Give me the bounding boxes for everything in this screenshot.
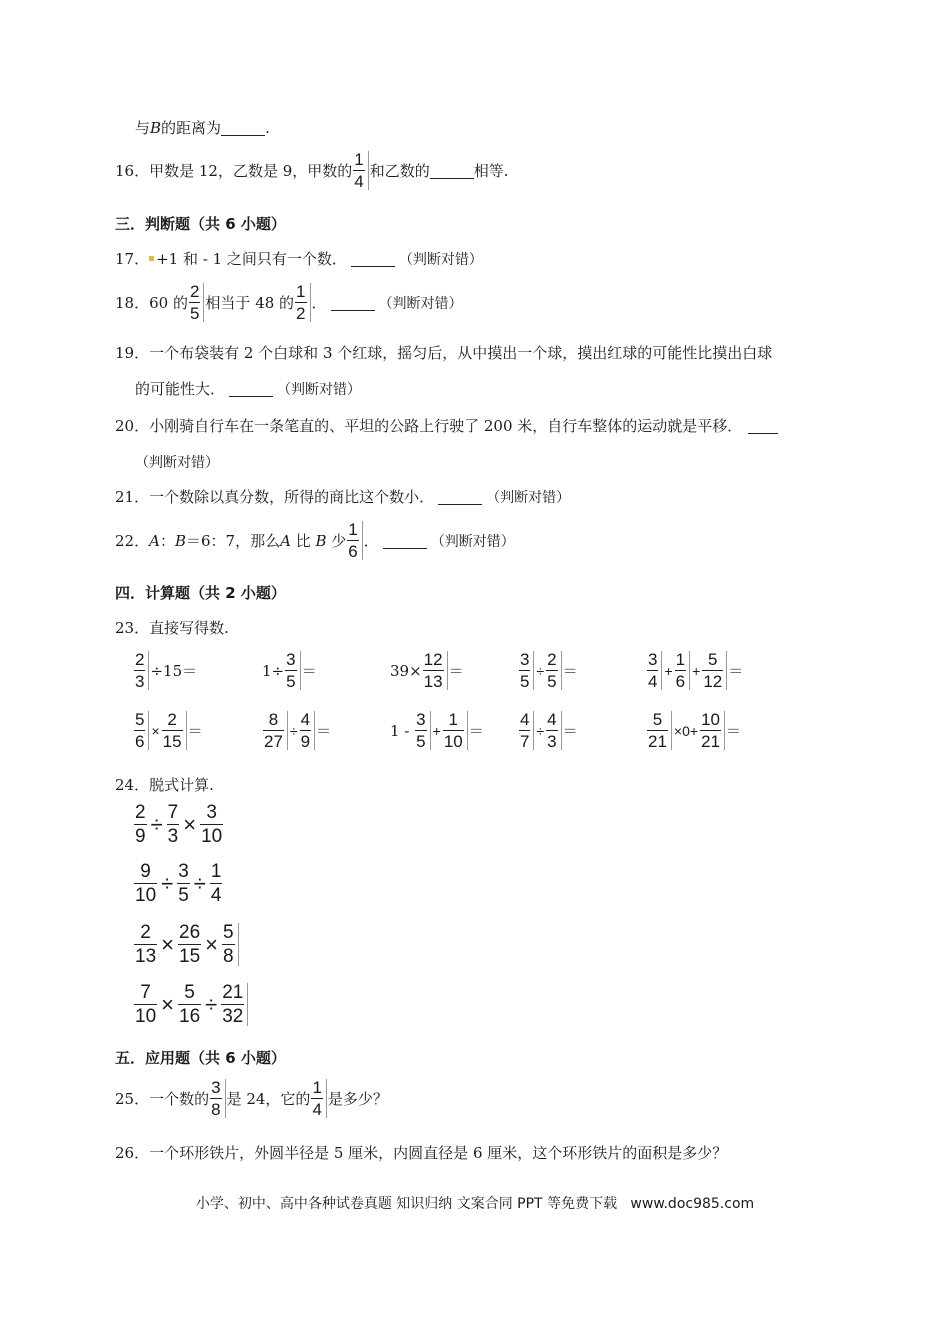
question-17: 17． +1 和 - 1 之间只有一个数． （判断对错） bbox=[115, 250, 483, 268]
q15-tail: 与 B 的距离为 . bbox=[135, 118, 270, 137]
calc-r1c3: 39× $\frac{12}{13}$ ＝ bbox=[390, 650, 464, 691]
marker-icon bbox=[149, 256, 154, 261]
question-24: 24． 脱式计算. bbox=[115, 776, 214, 794]
question-20-line-2: （判断对错） bbox=[135, 455, 219, 471]
fraction: 1 4 bbox=[311, 1079, 326, 1118]
answer-blank[interactable] bbox=[221, 120, 265, 136]
question-22: 22． A ： B ＝6：7，那么 A 比 B 少 1 6 ． （判断对错） bbox=[115, 520, 515, 561]
question-16: 16． 甲数是 12，乙数是 9，甲数的 1 4 和乙数的 相等. bbox=[115, 150, 509, 191]
section-3-heading: 三．判断题（共 6 小题） bbox=[115, 215, 286, 233]
calc-r2c5: $\frac{5}{21}$ ×0+ $\frac{10}{21}$ ＝ bbox=[648, 710, 741, 751]
calc-r1c5: 3 4 + $\frac{1}{6}$ + $\frac{5}{12}$ ＝ bbox=[648, 650, 744, 691]
calc-r2c4: $\frac{4}{7}$ ÷ $\frac{4}{3}$ ＝ bbox=[520, 710, 578, 751]
question-18: 18． 60 的 2 5 相当于 48 的 1 2 ． （判断对错） bbox=[115, 282, 463, 323]
calc-r2c2: $\frac{8}{27}$ ÷ $\frac{4}{9}$ ＝ bbox=[264, 710, 332, 751]
question-21: 21． 一个数除以真分数，所得的商比这个数小． （判断对错） bbox=[115, 488, 571, 506]
question-20-line-1: 20． 小刚骑自行车在一条笔直的、平坦的公路上行驶了 200 米，自行车整体的运动就是平移． bbox=[115, 415, 778, 436]
answer-blank[interactable] bbox=[383, 533, 427, 549]
section-4-heading: 四．计算题（共 2 小题） bbox=[115, 584, 286, 602]
calc-r2c3: 1 - 3 5 + $\frac{1}{10}$ ＝ bbox=[390, 710, 484, 751]
question-19-line-2: 的可能性大． （判断对错） bbox=[135, 380, 362, 398]
answer-blank[interactable] bbox=[331, 295, 375, 311]
calc-r1c2: 1÷ $\frac{3}{5}$ ＝ bbox=[262, 650, 317, 691]
expression-2: $\frac{9}{10}$ ÷ $\frac{3}{5}$ ÷ $\frac{1}{4}$ bbox=[135, 861, 222, 906]
answer-blank[interactable] bbox=[438, 489, 482, 505]
fraction: 1 4 bbox=[353, 151, 368, 190]
fraction: 1 6 bbox=[347, 521, 362, 560]
calc-r1c4: $\frac{3}{5}$ ÷ $\frac{2}{5}$ ＝ bbox=[520, 650, 578, 691]
expression-1: $\frac{2}{9}$ ÷ $\frac{7}{3}$ × $\frac{3}{10}$ bbox=[135, 802, 223, 847]
fraction: 2 5 bbox=[189, 283, 204, 322]
question-19-line-1: 19． 一个布袋装有 2 个白球和 3 个红球，摇匀后，从中摸出一个球，摸出红球的可能性比摸出白球 bbox=[115, 344, 773, 362]
question-26: 26． 一个环形铁片，外圆半径是 5 厘米，内圆直径是 6 厘米，这个环形铁片的面积是多少？ bbox=[115, 1144, 728, 1162]
section-5-heading: 五．应用题（共 6 小题） bbox=[115, 1049, 286, 1067]
answer-blank[interactable] bbox=[229, 381, 273, 397]
fraction: 3 8 bbox=[210, 1079, 225, 1118]
calc-r2c1: $\frac{5}{6}$ × $\frac{2}{15}$ ＝ bbox=[135, 710, 203, 751]
calc-r1c1: $\frac{2}{3}$ ÷15＝ bbox=[135, 650, 198, 691]
answer-blank[interactable] bbox=[748, 418, 778, 434]
answer-blank[interactable] bbox=[351, 251, 395, 267]
expression-3: $\frac{2}{13}$ × $\frac{26}{15}$ × $\frac{5}{8}$ bbox=[132, 923, 241, 966]
page-footer: 小学、初中、高中各种试卷真题 知识归纳 文案合同 PPT 等免费下载 www.doc985.com bbox=[195, 1196, 755, 1212]
question-23: 23． 直接写得数. bbox=[115, 619, 229, 637]
answer-blank[interactable] bbox=[430, 163, 474, 179]
expression-4: $\frac{7}{10}$ × $\frac{5}{16}$ ÷ $\frac{21}{32}$ bbox=[132, 983, 250, 1026]
fraction: 1 2 bbox=[295, 283, 310, 322]
question-25: 25． 一个数的 3 8 是 24，它的 1 4 是多少？ bbox=[115, 1078, 388, 1119]
